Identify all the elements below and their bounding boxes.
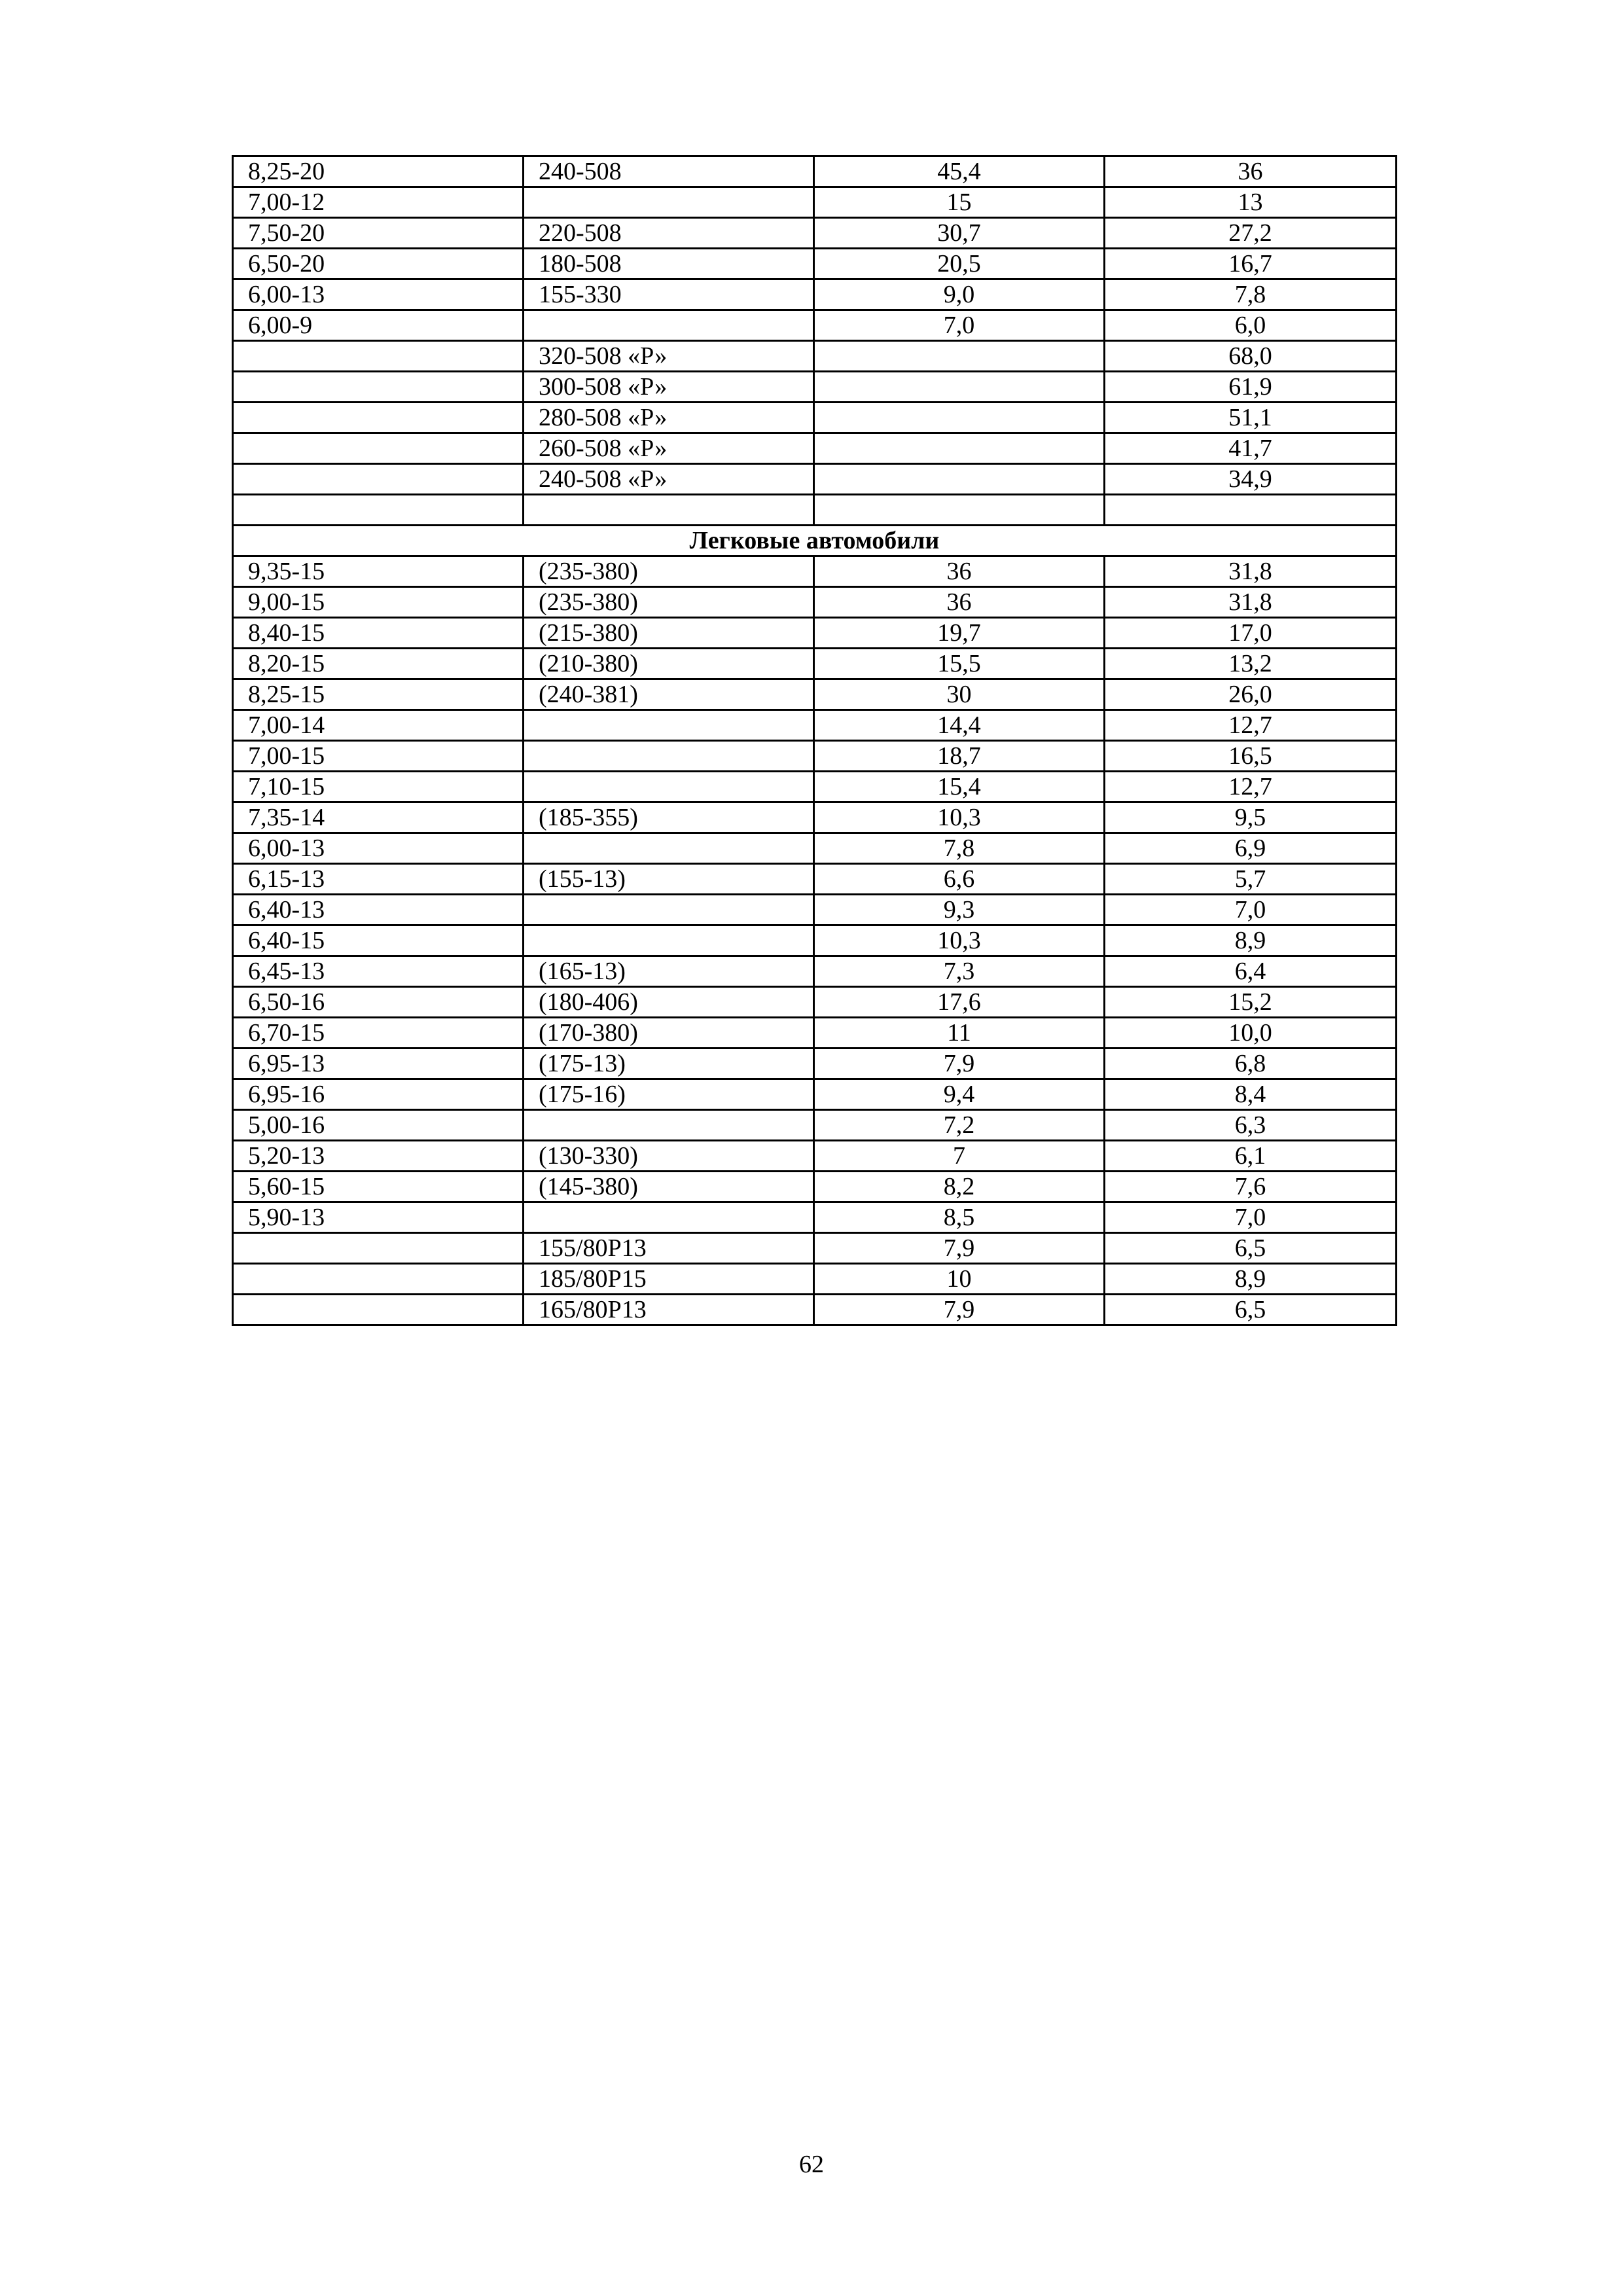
table-cell: 12,7 — [1105, 710, 1397, 741]
table-cell: 6,95-13 — [233, 1049, 524, 1079]
table-cell: (240-381) — [524, 679, 814, 710]
page-number: 62 — [799, 2151, 824, 2178]
table-cell: 7,6 — [1105, 1172, 1397, 1202]
table-row — [233, 587, 1397, 618]
table-cell: 17,0 — [1105, 618, 1397, 649]
table-cell: 9,0 — [814, 279, 1105, 310]
table-cell: 7,35-14 — [233, 802, 524, 833]
table-cell — [524, 1110, 814, 1141]
table-cell: 6,8 — [1105, 1049, 1397, 1079]
table-cell: 6,9 — [1105, 833, 1397, 864]
table-cell — [524, 772, 814, 802]
table-cell — [524, 310, 814, 341]
table-row — [233, 1018, 1397, 1049]
table-cell: 26,0 — [1105, 679, 1397, 710]
table-cell: 6,5 — [1105, 1233, 1397, 1264]
table-cell — [814, 433, 1105, 464]
table-cell — [233, 1264, 524, 1295]
table-cell: 10,3 — [814, 925, 1105, 956]
table-cell: 6,1 — [1105, 1141, 1397, 1172]
table-cell: 68,0 — [1105, 341, 1397, 372]
table-row — [233, 341, 1397, 372]
table-row — [233, 925, 1397, 956]
table-row — [233, 1295, 1397, 1325]
table-cell: 8,25-15 — [233, 679, 524, 710]
table-cell: 6,40-15 — [233, 925, 524, 956]
table-row — [233, 864, 1397, 895]
table-cell: 155/80Р13 — [524, 1233, 814, 1264]
table-cell — [814, 464, 1105, 495]
table-cell — [524, 1202, 814, 1233]
table-cell: 7,10-15 — [233, 772, 524, 802]
table-cell: 7,9 — [814, 1049, 1105, 1079]
table-cell: 7,3 — [814, 956, 1105, 987]
table-cell: 7,9 — [814, 1295, 1105, 1325]
table-cell: 15,4 — [814, 772, 1105, 802]
table-cell: 165/80Р13 — [524, 1295, 814, 1325]
table-cell: 6,45-13 — [233, 956, 524, 987]
table-row — [233, 403, 1397, 433]
table-cell: 13 — [1105, 187, 1397, 218]
table-cell: 6,50-20 — [233, 249, 524, 279]
table-cell: 11 — [814, 1018, 1105, 1049]
table-cell: (175-16) — [524, 1079, 814, 1110]
table-cell: 7,8 — [814, 833, 1105, 864]
table-cell: 280-508 «Р» — [524, 403, 814, 433]
table-row — [233, 895, 1397, 925]
table-cell: 61,9 — [1105, 372, 1397, 403]
table-cell — [524, 710, 814, 741]
table-cell: 8,40-15 — [233, 618, 524, 649]
table-cell: 300-508 «Р» — [524, 372, 814, 403]
table-cell: 45,4 — [814, 156, 1105, 187]
table-cell — [814, 341, 1105, 372]
table-cell: 7,00-14 — [233, 710, 524, 741]
table-row — [233, 1141, 1397, 1172]
table-cell — [814, 403, 1105, 433]
table-row — [233, 464, 1397, 495]
table-row — [233, 649, 1397, 679]
table-cell: 51,1 — [1105, 403, 1397, 433]
table-body-top — [233, 156, 1397, 526]
table-cell: 180-508 — [524, 249, 814, 279]
table-cell: 30,7 — [814, 218, 1105, 249]
table-cell: 10,3 — [814, 802, 1105, 833]
table-row — [233, 710, 1397, 741]
table-cell — [233, 1295, 524, 1325]
table-cell: 6,40-13 — [233, 895, 524, 925]
table-cell: 8,9 — [1105, 925, 1397, 956]
table-cell: (175-13) — [524, 1049, 814, 1079]
table-row — [233, 679, 1397, 710]
table-row — [233, 495, 1397, 526]
table-cell — [233, 464, 524, 495]
table-row — [233, 1110, 1397, 1141]
table-cell: 220-508 — [524, 218, 814, 249]
table-cell — [233, 403, 524, 433]
table-cell: 240-508 «Р» — [524, 464, 814, 495]
table-cell: 8,5 — [814, 1202, 1105, 1233]
table-cell: 260-508 «Р» — [524, 433, 814, 464]
table-row — [233, 741, 1397, 772]
tire-data-table — [232, 155, 1397, 1326]
table-cell: 9,4 — [814, 1079, 1105, 1110]
table-cell: 5,20-13 — [233, 1141, 524, 1172]
table-cell: 13,2 — [1105, 649, 1397, 679]
table-row — [233, 310, 1397, 341]
table-cell: (145-380) — [524, 1172, 814, 1202]
table-cell: 7,8 — [1105, 279, 1397, 310]
table-cell: 9,5 — [1105, 802, 1397, 833]
table-cell: 9,00-15 — [233, 587, 524, 618]
table-section-header — [233, 526, 1397, 556]
table-row — [233, 618, 1397, 649]
table-row — [233, 433, 1397, 464]
table-row — [233, 1079, 1397, 1110]
table-row — [233, 1049, 1397, 1079]
table-row — [233, 372, 1397, 403]
table-cell: 6,95-16 — [233, 1079, 524, 1110]
table-cell: 8,9 — [1105, 1264, 1397, 1295]
table-cell: 8,4 — [1105, 1079, 1397, 1110]
table-cell: (215-380) — [524, 618, 814, 649]
table-cell — [524, 741, 814, 772]
table-cell: 30 — [814, 679, 1105, 710]
table-cell: 27,2 — [1105, 218, 1397, 249]
table-row — [233, 802, 1397, 833]
table-cell — [814, 372, 1105, 403]
table-cell: 6,6 — [814, 864, 1105, 895]
table-cell: 6,00-13 — [233, 279, 524, 310]
table-cell: 9,35-15 — [233, 556, 524, 587]
table-cell: 16,7 — [1105, 249, 1397, 279]
table-cell: 36 — [1105, 156, 1397, 187]
section-row — [233, 526, 1397, 556]
table-cell: 7 — [814, 1141, 1105, 1172]
table-cell: 6,70-15 — [233, 1018, 524, 1049]
table-cell: 31,8 — [1105, 587, 1397, 618]
table-cell: (170-380) — [524, 1018, 814, 1049]
table-cell: (210-380) — [524, 649, 814, 679]
table-cell — [524, 925, 814, 956]
table-cell: 7,00-15 — [233, 741, 524, 772]
table-cell: 5,00-16 — [233, 1110, 524, 1141]
table-row — [233, 187, 1397, 218]
table-cell — [233, 495, 524, 526]
table-cell — [233, 433, 524, 464]
table-cell: (155-13) — [524, 864, 814, 895]
table-cell: 6,0 — [1105, 310, 1397, 341]
table-cell: 41,7 — [1105, 433, 1397, 464]
table-cell: 31,8 — [1105, 556, 1397, 587]
table-cell: 14,4 — [814, 710, 1105, 741]
table-cell: 240-508 — [524, 156, 814, 187]
table-cell: 8,20-15 — [233, 649, 524, 679]
table-row — [233, 1264, 1397, 1295]
table-cell: 6,15-13 — [233, 864, 524, 895]
table-row — [233, 279, 1397, 310]
table-cell: 7,2 — [814, 1110, 1105, 1141]
table-cell: 7,0 — [1105, 895, 1397, 925]
table-cell — [233, 372, 524, 403]
table-row — [233, 1172, 1397, 1202]
table-cell — [814, 495, 1105, 526]
table-row — [233, 556, 1397, 587]
table-cell: 8,25-20 — [233, 156, 524, 187]
table-cell: 15 — [814, 187, 1105, 218]
table-cell — [524, 187, 814, 218]
table-cell: (165-13) — [524, 956, 814, 987]
table-cell: 16,5 — [1105, 741, 1397, 772]
table-cell — [233, 341, 524, 372]
table-cell: 8,2 — [814, 1172, 1105, 1202]
table-cell: 5,7 — [1105, 864, 1397, 895]
table-cell: 6,4 — [1105, 956, 1397, 987]
table-cell: 6,3 — [1105, 1110, 1397, 1141]
table-cell: 36 — [814, 587, 1105, 618]
table-cell: 18,7 — [814, 741, 1105, 772]
table-cell: 10,0 — [1105, 1018, 1397, 1049]
table-cell: 17,6 — [814, 987, 1105, 1018]
table-cell: 36 — [814, 556, 1105, 587]
table-row — [233, 1233, 1397, 1264]
table-cell: 6,5 — [1105, 1295, 1397, 1325]
table-cell — [524, 833, 814, 864]
table-cell: 185/80Р15 — [524, 1264, 814, 1295]
table-cell: 320-508 «Р» — [524, 341, 814, 372]
table-cell: (235-380) — [524, 587, 814, 618]
table-row — [233, 218, 1397, 249]
table-row — [233, 833, 1397, 864]
table-cell: 7,50-20 — [233, 218, 524, 249]
table-cell — [524, 495, 814, 526]
table-row — [233, 956, 1397, 987]
table-cell: 10 — [814, 1264, 1105, 1295]
table-row — [233, 987, 1397, 1018]
table-cell: (235-380) — [524, 556, 814, 587]
table-cell: 34,9 — [1105, 464, 1397, 495]
table-cell: 7,0 — [1105, 1202, 1397, 1233]
table-cell: 15,5 — [814, 649, 1105, 679]
table-row — [233, 772, 1397, 802]
table-cell: 7,0 — [814, 310, 1105, 341]
table-cell: 12,7 — [1105, 772, 1397, 802]
table-cell: 7,9 — [814, 1233, 1105, 1264]
table-cell: 7,00-12 — [233, 187, 524, 218]
table-cell: (130-330) — [524, 1141, 814, 1172]
table-row — [233, 1202, 1397, 1233]
table-cell: 9,3 — [814, 895, 1105, 925]
table-cell: 155-330 — [524, 279, 814, 310]
section-title: Легковые автомобили — [233, 526, 1397, 556]
table-cell — [524, 895, 814, 925]
table-cell: 20,5 — [814, 249, 1105, 279]
table-cell — [1105, 495, 1397, 526]
table-cell: 5,90-13 — [233, 1202, 524, 1233]
table-cell: (180-406) — [524, 987, 814, 1018]
table-cell: 6,00-9 — [233, 310, 524, 341]
table-cell: 15,2 — [1105, 987, 1397, 1018]
table-body-bottom — [233, 556, 1397, 1325]
table-cell: 5,60-15 — [233, 1172, 524, 1202]
table-cell — [233, 1233, 524, 1264]
table-cell: 6,00-13 — [233, 833, 524, 864]
table-cell: (185-355) — [524, 802, 814, 833]
table-row — [233, 249, 1397, 279]
table-row — [233, 156, 1397, 187]
table-cell: 19,7 — [814, 618, 1105, 649]
table-cell: 6,50-16 — [233, 987, 524, 1018]
